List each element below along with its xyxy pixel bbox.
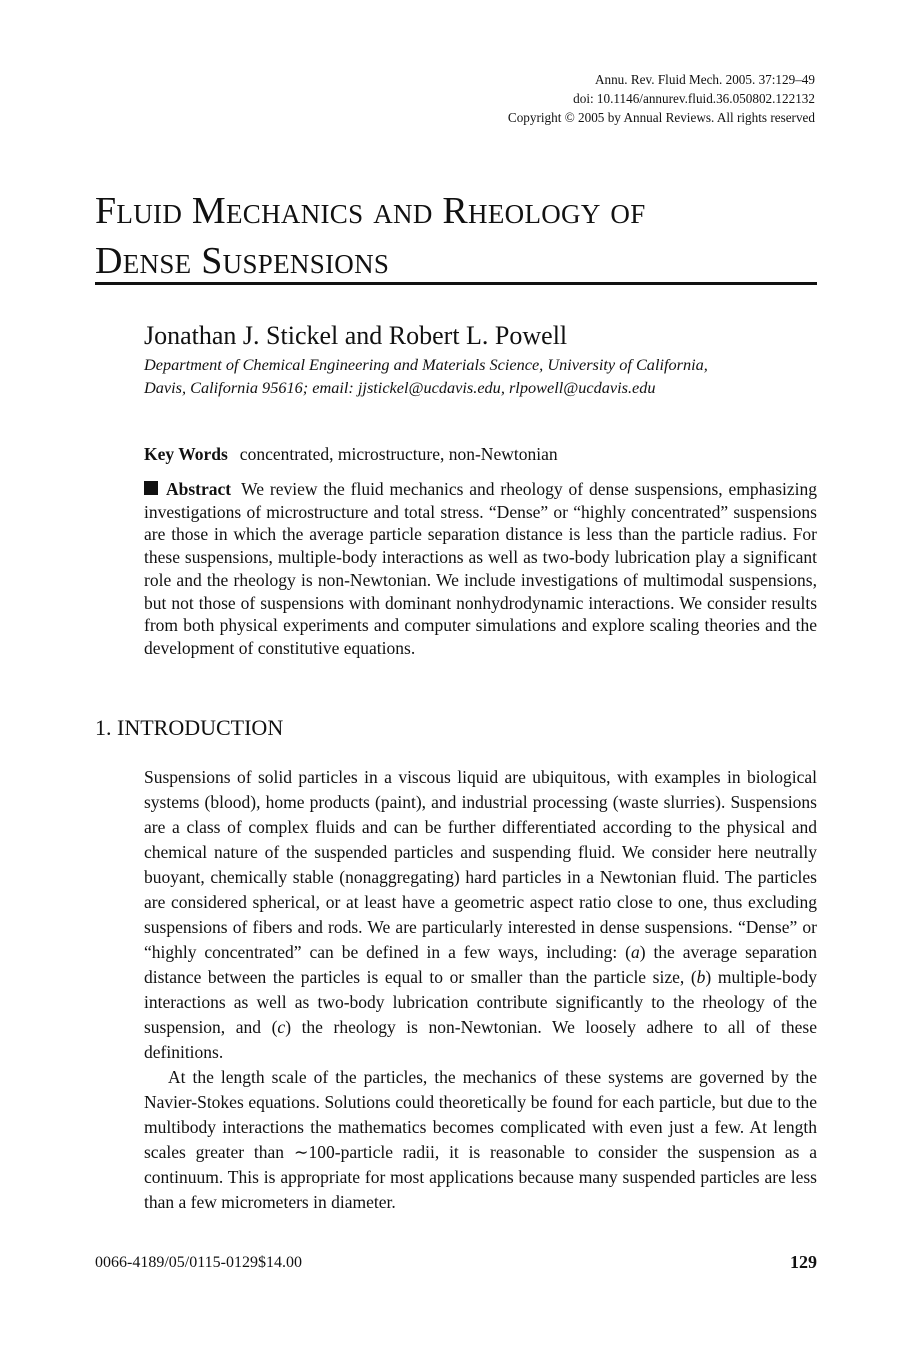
footer-code: 0066-4189/05/0115-0129$14.00 bbox=[95, 1254, 302, 1271]
paragraph-1-part-d: ) the rheology is non-Newtonian. We loosely adhere to all of these definitions. bbox=[144, 1017, 818, 1062]
page-number: 129 bbox=[790, 1252, 817, 1272]
paragraph-1-part-c: ) multiple-body interactions as well as two-body lubrication contribute significantly to the rheology of the suspension, and ( bbox=[144, 967, 817, 1037]
paragraph-1-part-a: Suspensions of solid particles in a viscous liquid are ubiquitous, with examples in biological systems (blood), home products (paint), and industrial processing (waste slurries). Suspensions are a class of complex fluids and can be further differentiated according to the physical and chemical nature of the suspended particles and suspending fluid. We consider here neutrally buoyant, chemically stable (nonaggregating) hard particles in a Newtonian fluid. The particles are considered spherical, or at least have a geometric aspect ratio close to one, thus excluding suspensions of fibers and rods. We are particularly interested in dense suspensions. “Dense” or “highly concentrated” can be defined in a few ways, including: ( bbox=[144, 767, 817, 962]
item-marker-c: c bbox=[277, 1017, 286, 1037]
affiliation-line-1: Department of Chemical Engineering and Materials Science, University of California, bbox=[144, 355, 708, 374]
authors: Jonathan J. Stickel and Robert L. Powell bbox=[144, 321, 568, 350]
copyright-line: Copyright © 2005 by Annual Reviews. All rights reserved bbox=[507, 110, 815, 125]
keywords-label: Key Words bbox=[144, 444, 228, 464]
abstract bbox=[144, 478, 817, 660]
title-line-1: Fluid Mechanics and Rheology of bbox=[95, 190, 646, 232]
affiliation bbox=[144, 353, 817, 399]
title-rule bbox=[95, 282, 817, 285]
paragraph-1-part-b: ) the average separation distance between the particles is equal to or smaller than the particle size, ( bbox=[144, 942, 817, 987]
keywords bbox=[144, 442, 558, 466]
paper-title bbox=[95, 186, 817, 286]
abstract-text: We review the fluid mechanics and rheology of dense suspensions, emphasizing investigations of microstructure and total stress. “Dense” or “highly concentrated” suspensions are those in which the average particle separation distance is less than the particle radius. For these suspensions, multiple-body interactions as well as two-body lubrication play a significant role and the rheology is non-Newtonian. We include investigations of multimodal suspensions, but not those of suspensions with dominant nonhydrodynamic interactions. We consider results from both physical experiments and computer simulations and explore scaling theories and the development of constitutive equations. bbox=[144, 479, 817, 658]
abstract-label: Abstract bbox=[166, 479, 232, 499]
abstract-square-bullet-icon bbox=[144, 481, 158, 495]
journal-line: Annu. Rev. Fluid Mech. 2005. 37:129–49 bbox=[594, 72, 815, 87]
affiliation-line-2: Davis, California 95616; email: jjstickel@ucdavis.edu, rlpowell@ucdavis.edu bbox=[144, 378, 656, 397]
section-heading: 1. INTRODUCTION bbox=[95, 715, 284, 740]
item-marker-b: b bbox=[696, 967, 706, 987]
body-text bbox=[144, 765, 817, 1215]
keywords-text: concentrated, microstructure, non-Newtonian bbox=[239, 444, 558, 464]
doi-line: doi: 10.1146/annurev.fluid.36.050802.122132 bbox=[573, 91, 815, 106]
item-marker-a: a bbox=[630, 942, 640, 962]
paragraph-2: At the length scale of the particles, the mechanics of these systems are governed by the Navier-Stokes equations. Solutions could theoretically be found for each particle, but due to the multibody interactions the mathematics becomes complicated with even just a few. At length scales greater than ∼100-particle radii, it is reasonable to consider the suspension as a continuum. This is appropriate for most applications because many suspended particles are less than a few micrometers in diameter. bbox=[144, 1067, 817, 1212]
journal-citation bbox=[508, 70, 815, 127]
title-line-2: Dense Suspensions bbox=[95, 240, 390, 282]
paragraph-1 bbox=[144, 765, 817, 1065]
